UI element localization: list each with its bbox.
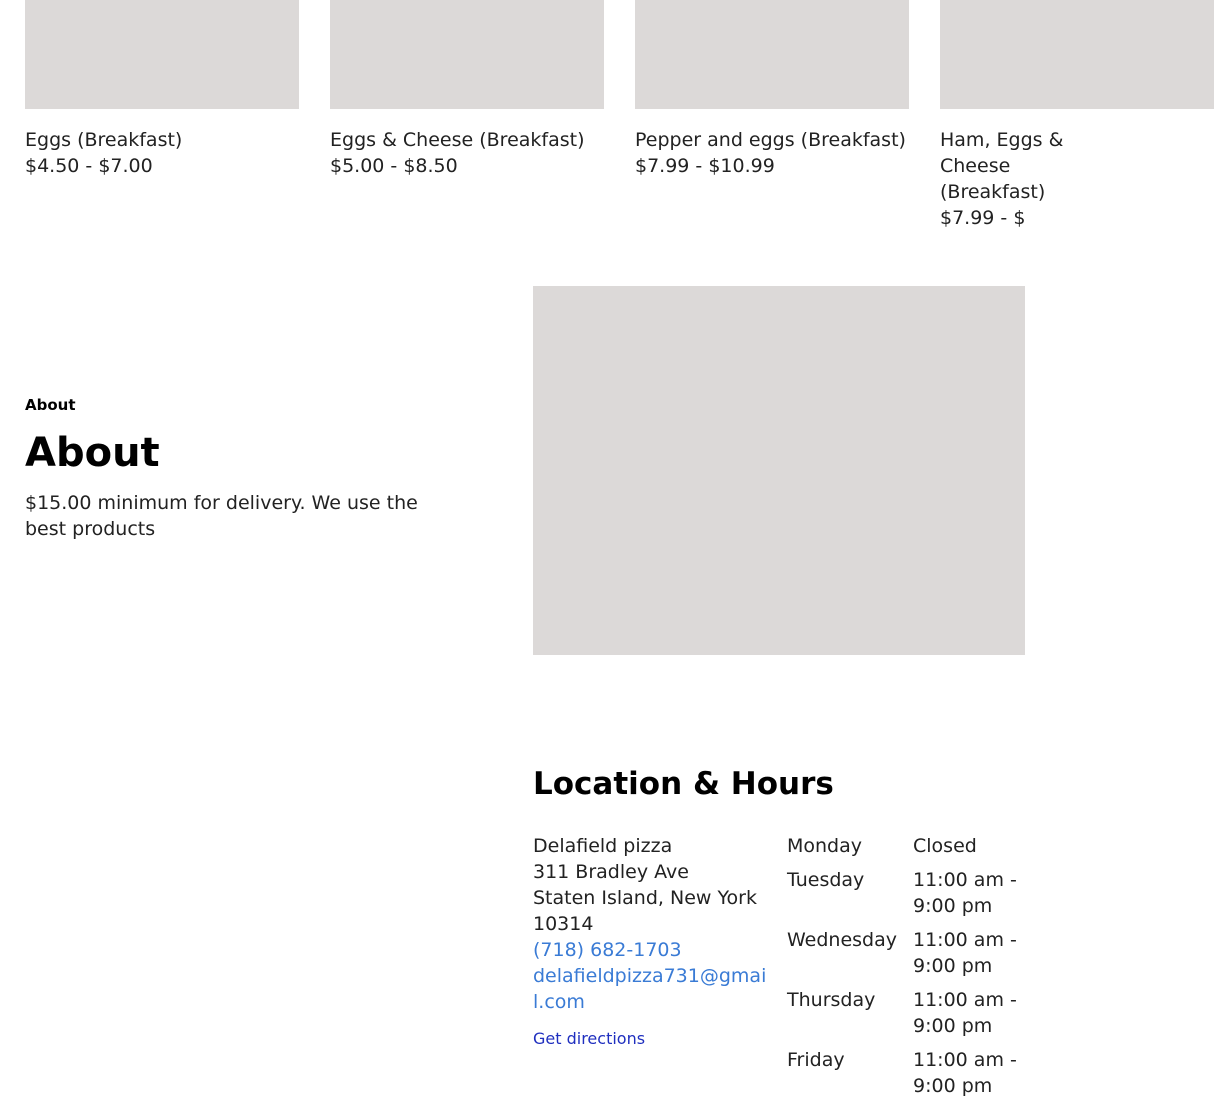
- menu-item-price: $7.99 - $: [940, 207, 1026, 229]
- hours-day: Monday: [787, 835, 863, 857]
- about-title: About: [25, 430, 160, 476]
- menu-item-name: Ham, Eggs & Cheese (Breakfast): [940, 129, 1064, 203]
- about-image: [533, 286, 1025, 655]
- city-state: Staten Island, New York: [533, 887, 757, 909]
- hours-day: Friday: [787, 1049, 845, 1071]
- hours-row: [787, 987, 1027, 1039]
- hours-row: [787, 833, 1027, 859]
- menu-item-card[interactable]: [635, 0, 909, 179]
- menu-item-name: Pepper and eggs (Breakfast): [635, 129, 906, 151]
- street-address: 311 Bradley Ave: [533, 861, 689, 883]
- hours-day: Tuesday: [787, 869, 865, 891]
- menu-item-card[interactable]: [330, 0, 604, 179]
- location-hours-title: Location & Hours: [533, 766, 834, 802]
- menu-item-name: Eggs & Cheese (Breakfast): [330, 129, 585, 151]
- hours-day: Thursday: [787, 989, 876, 1011]
- menu-item-price: $5.00 - $8.50: [330, 155, 458, 177]
- about-description: $15.00 minimum for delivery. We use the best products: [25, 492, 418, 540]
- menu-item-image: [635, 0, 909, 109]
- hours-row: [787, 1047, 1027, 1099]
- opening-hours: [787, 833, 1027, 1107]
- menu-item-card[interactable]: [25, 0, 299, 179]
- hours-time: 11:00 am - 9:00 pm: [913, 1049, 1017, 1097]
- get-directions-link[interactable]: Get directions: [533, 1029, 646, 1048]
- email-link[interactable]: delafieldpizza731@gmail.com: [533, 965, 767, 1013]
- hours-day: Wednesday: [787, 929, 898, 951]
- hours-row: [787, 927, 1027, 979]
- menu-item-card[interactable]: [940, 0, 1214, 231]
- menu-item-image: [940, 0, 1214, 109]
- hours-time: 11:00 am - 9:00 pm: [913, 989, 1017, 1037]
- menu-item-name: Eggs (Breakfast): [25, 129, 183, 151]
- phone-link[interactable]: (718) 682-1703: [533, 939, 682, 961]
- hours-time: 11:00 am - 9:00 pm: [913, 929, 1017, 977]
- business-address: [533, 833, 773, 1015]
- menu-carousel: [25, 0, 1064, 229]
- about-eyebrow: About: [25, 396, 76, 414]
- menu-item-image: [330, 0, 604, 109]
- menu-item-price: $4.50 - $7.00: [25, 155, 153, 177]
- menu-item-price: $7.99 - $10.99: [635, 155, 775, 177]
- hours-row: [787, 867, 1027, 919]
- zip-code: 10314: [533, 913, 594, 935]
- hours-time: 11:00 am - 9:00 pm: [913, 869, 1017, 917]
- hours-time: Closed: [913, 835, 977, 857]
- business-name: Delafield pizza: [533, 835, 673, 857]
- menu-item-image: [25, 0, 299, 109]
